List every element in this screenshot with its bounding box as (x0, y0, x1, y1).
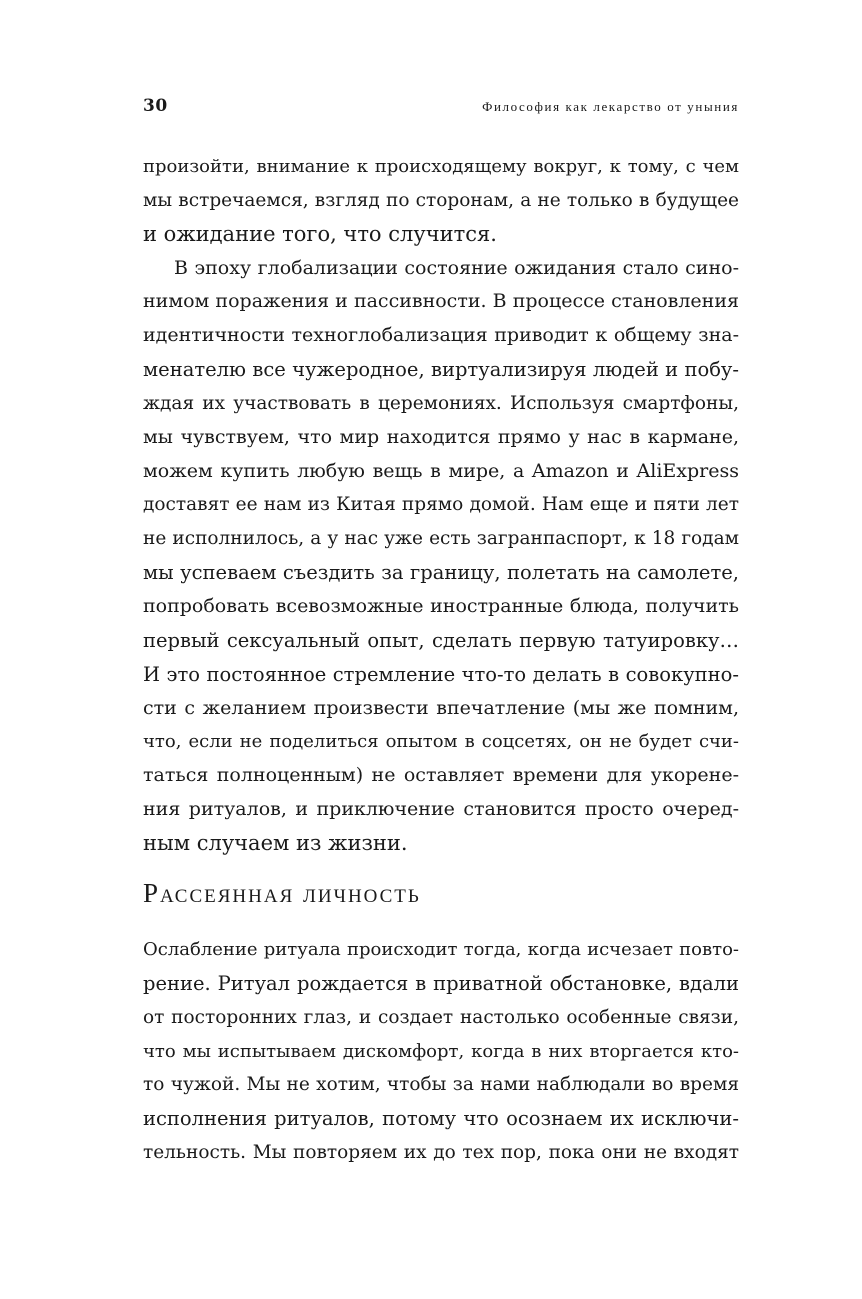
text-line: мы встречаемся, взгляд по сторонам, а не только в будущее (143, 189, 739, 211)
text-line: попробовать всевозможные иностранные блюда, получить (143, 594, 739, 617)
text-line: нимом поражения и пассивности. В процессе становления (143, 290, 739, 313)
text-line: сти с желанием произвести впечатление (мы же помним, (143, 696, 739, 719)
text-line: рение. Ритуал рождается в приватной обстановке, вдали (143, 971, 739, 995)
text-line: произойти, внимание к происходящему вокруг, к тому, с чем (143, 156, 739, 177)
text-line: мы чувствуем, что мир находится прямо у нас в кармане, (143, 425, 739, 448)
text-line: не исполнилось, а у нас уже есть загранпаспорт, к 18 годам (143, 528, 739, 550)
running-title: Философия как лекарство от уныния (482, 99, 739, 114)
text-line: менателю все чужеродное, виртуализируя людей и побу- (143, 358, 739, 382)
text-line: мы успеваем съездить за границу, полетать на самолете, (143, 561, 739, 585)
text-line: идентичности техноглобализация приводит к общему зна- (143, 324, 739, 347)
running-head (143, 96, 739, 120)
text-line: таться полноценным) не оставляет времени для укорене- (143, 764, 739, 787)
text-line: ждая их участвовать в церемониях. Используя смартфоны, (143, 392, 739, 414)
text-line: и ожидание того, что случится. (143, 221, 497, 246)
section-heading: Рассеянная личность (143, 878, 421, 908)
text-line: то чужой. Мы не хотим, чтобы за нами наблюдали во время (143, 1074, 739, 1096)
section-text (143, 933, 739, 1170)
text-line: ным случаем из жизни. (143, 830, 408, 855)
text-line: от посторонних глаз, и создает настолько особенные связи, (143, 1006, 739, 1028)
page-number: 30 (143, 96, 168, 116)
text-line: исполнения ритуалов, потому что осознаем их исключи- (143, 1107, 739, 1131)
text-line: И это постоянное стремление что-то делать в совокупно- (143, 662, 739, 686)
text-line: Ослабление ритуала происходит тогда, когда исчезает повто- (143, 939, 739, 960)
body-text (143, 150, 739, 861)
text-line: что мы испытываем дискомфорт, когда в них вторгается кто- (143, 1040, 739, 1062)
text-line: В эпоху глобализации состояние ожидания стало сино- (174, 256, 739, 279)
text-line: тельность. Мы повторяем их до тех пор, пока они не входят (143, 1142, 739, 1164)
text-line: ния ритуалов, и приключение становится просто очеред- (143, 798, 739, 821)
text-line: доставят ее нам из Китая прямо домой. Нам еще и пяти лет (143, 494, 739, 516)
text-line: можем купить любую вещь в мире, а Amazon и AliExpress (143, 459, 739, 482)
text-line: что, если не поделиться опытом в соцсетях, он не будет счи- (143, 731, 739, 753)
text-line: первый сексуальный опыт, сделать первую татуировку… (143, 628, 739, 652)
